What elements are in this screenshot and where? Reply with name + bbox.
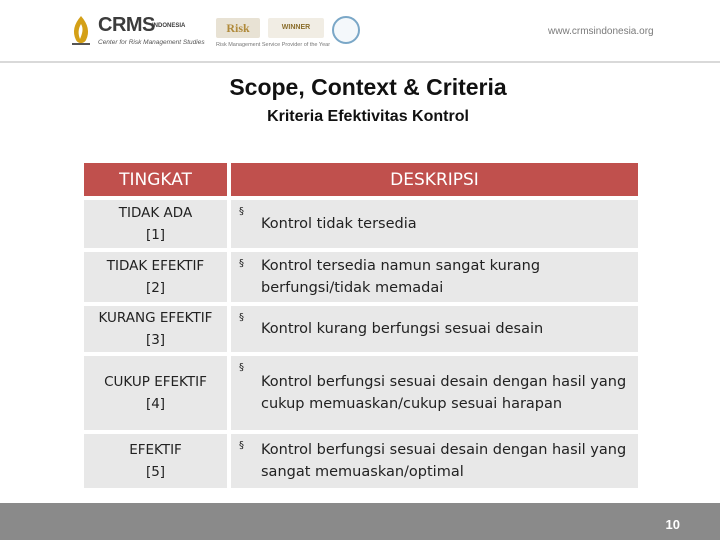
table-row bbox=[84, 306, 638, 352]
award-badges bbox=[216, 16, 331, 50]
description-cell bbox=[231, 200, 638, 248]
column-header-description: DESKRIPSI bbox=[231, 163, 638, 196]
level-name: TIDAK EFEKTIF bbox=[106, 258, 205, 274]
certification-seal-icon bbox=[332, 16, 360, 44]
description-cell bbox=[231, 434, 638, 488]
description-text: Kontrol berfungsi sesuai desain dengan hasil yang sangat memuaskan/optimal bbox=[261, 442, 627, 480]
slide-subtitle: Kriteria Efektivitas Kontrol bbox=[267, 108, 469, 125]
level-cell bbox=[84, 434, 227, 488]
award-badge-winner: WINNER bbox=[268, 18, 324, 38]
description-text: Kontrol tersedia namun sangat kurang berfungsi/tidak memadai bbox=[261, 258, 541, 296]
table-row bbox=[84, 200, 638, 248]
table-row bbox=[84, 356, 638, 430]
award-caption: Risk Management Service Provider of the Year bbox=[216, 42, 331, 48]
logo-suffix: INDONESIA bbox=[152, 23, 186, 29]
level-cell bbox=[84, 356, 227, 430]
description-cell bbox=[231, 306, 638, 352]
description-cell bbox=[231, 252, 638, 302]
level-code: [4] bbox=[145, 396, 166, 412]
level-code: [3] bbox=[145, 332, 166, 348]
description-text: Kontrol kurang berfungsi sesuai desain bbox=[261, 321, 544, 337]
site-url: www.crmsindonesia.org bbox=[548, 26, 654, 37]
level-name: TIDAK ADA bbox=[118, 205, 193, 221]
description-text: Kontrol berfungsi sesuai desain dengan hasil yang cukup memuaskan/cukup sesuai harapan bbox=[261, 374, 627, 412]
level-name: KURANG EFEKTIF bbox=[98, 310, 213, 326]
description-cell bbox=[231, 356, 638, 430]
level-cell bbox=[84, 200, 227, 248]
bullet-icon: § bbox=[239, 206, 244, 217]
bullet-icon: § bbox=[239, 312, 244, 323]
bullet-icon: § bbox=[239, 258, 244, 269]
page-number: 10 bbox=[665, 517, 680, 532]
slide-footer bbox=[0, 503, 720, 540]
table-header-row bbox=[84, 163, 638, 196]
level-cell bbox=[84, 306, 227, 352]
level-cell bbox=[84, 252, 227, 302]
level-code: [5] bbox=[145, 464, 166, 480]
column-header-level: TINGKAT bbox=[84, 163, 227, 196]
level-name: CUKUP EFEKTIF bbox=[104, 374, 207, 390]
description-text: Kontrol tidak tersedia bbox=[261, 216, 417, 232]
level-code: [2] bbox=[145, 280, 166, 296]
logo-tagline: Center for Risk Management Studies bbox=[98, 39, 205, 46]
slide-header bbox=[0, 0, 720, 62]
bullet-icon: § bbox=[239, 440, 244, 451]
flame-logo-icon bbox=[68, 14, 94, 48]
header-divider bbox=[0, 61, 720, 63]
logo-name: CRMS bbox=[98, 14, 155, 36]
slide-title: Scope, Context & Criteria bbox=[229, 74, 507, 100]
level-code: [1] bbox=[145, 227, 166, 243]
bullet-icon: § bbox=[239, 362, 244, 373]
table-row bbox=[84, 252, 638, 302]
crms-logo bbox=[68, 14, 208, 48]
award-badge-risk: Risk bbox=[216, 18, 260, 38]
table-row bbox=[84, 434, 638, 488]
level-name: EFEKTIF bbox=[129, 442, 182, 458]
